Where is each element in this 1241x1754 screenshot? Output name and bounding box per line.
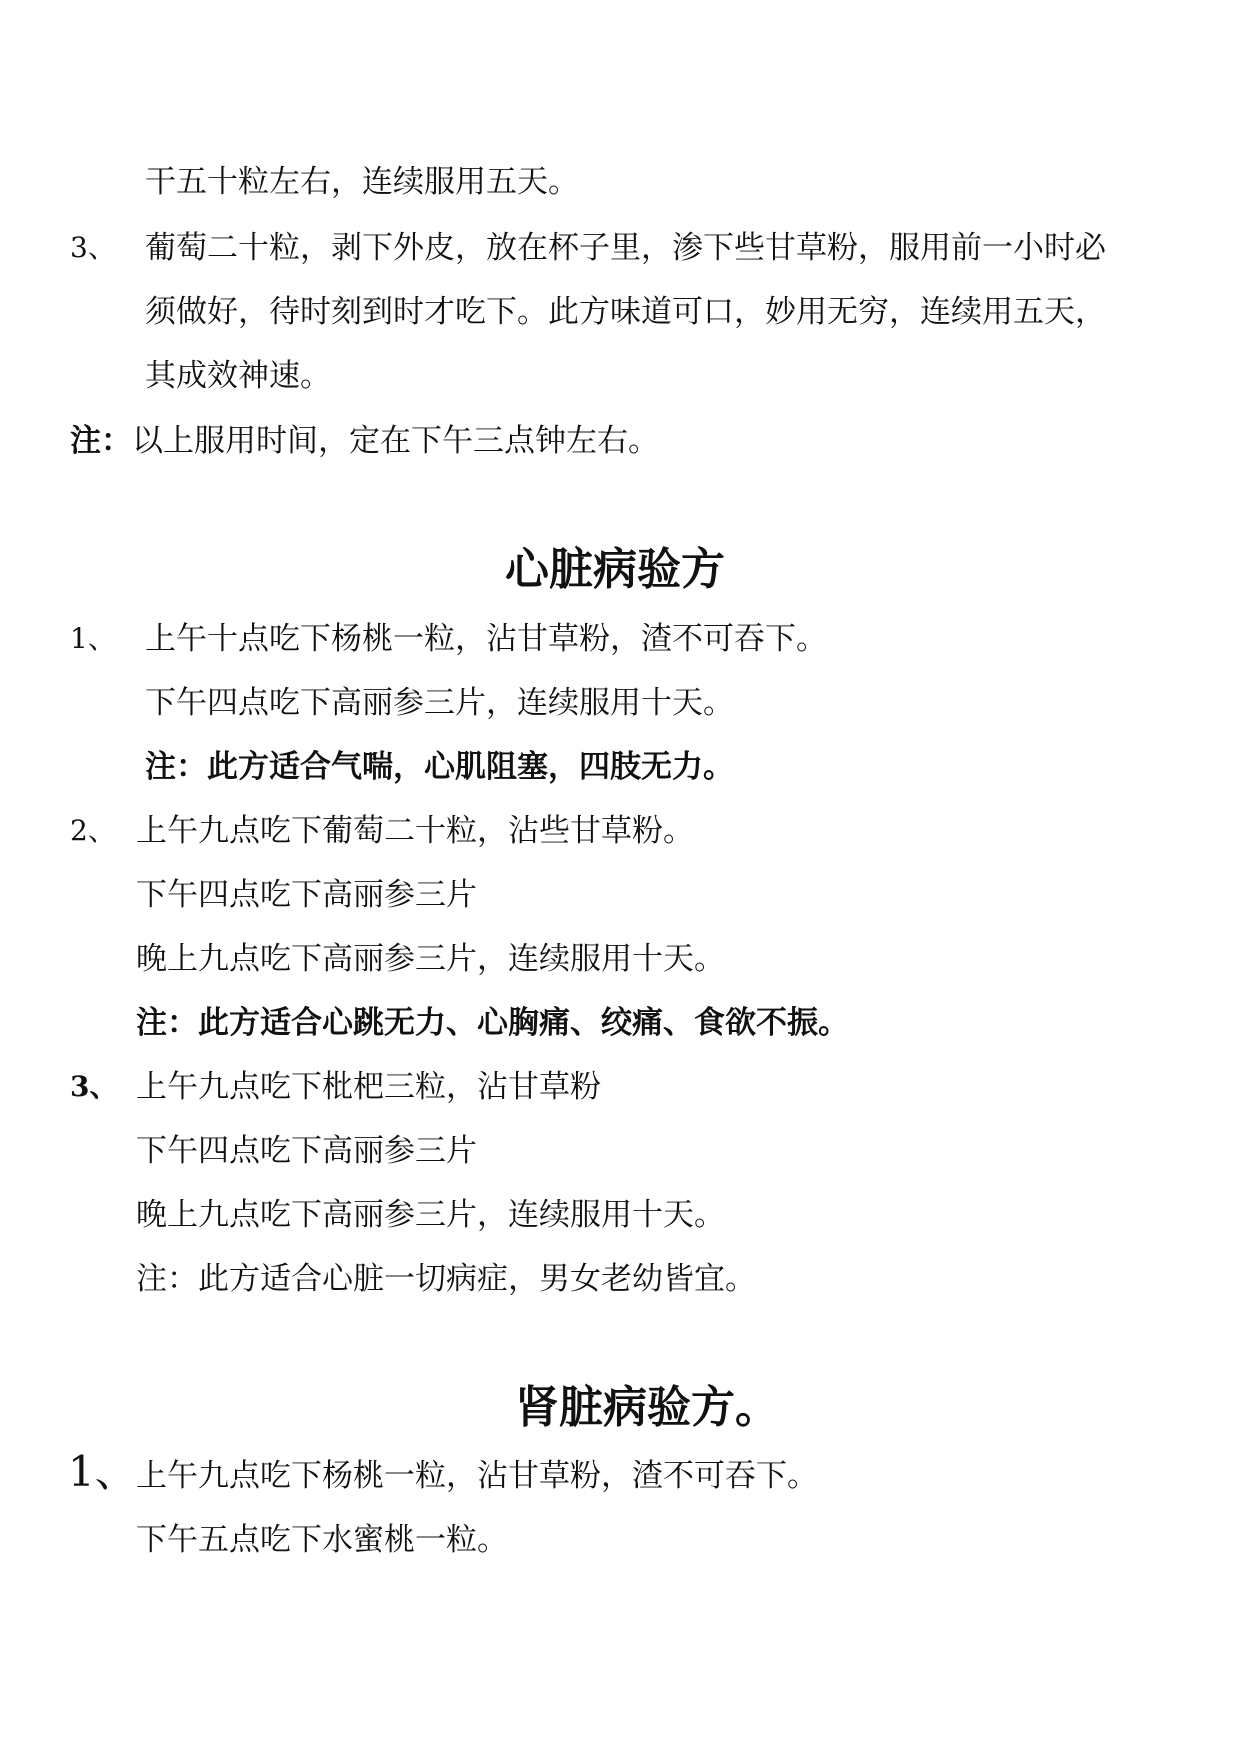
item-text-line: 下午五点吃下水蜜桃一粒。 (136, 1522, 508, 1558)
section-title: 心脏病验方 (505, 544, 725, 595)
item-text-line: 上午九点吃下葡萄二十粒，沾些甘草粉。 (136, 813, 694, 849)
item-text-line: 其成效神速。 (145, 358, 331, 394)
section-title: 肾脏病验方。 (515, 1382, 779, 1433)
item-text-line: 晚上九点吃下高丽参三片，连续服用十天。 (136, 1197, 725, 1233)
item-note: 注：此方适合心跳无力、心胸痛、绞痛、食欲不振。 (136, 1005, 849, 1041)
item-number: 1、 (68, 1447, 137, 1496)
item-text-line: 上午十点吃下杨桃一粒，沾甘草粉，渣不可吞下。 (145, 621, 827, 657)
item-text-line: 须做好，待时刻到时才吃下。此方味道可口，妙用无穷，连续用五天， (145, 294, 1106, 330)
item-text-line: 葡萄二十粒，剥下外皮，放在杯子里，渗下些甘草粉，服用前一小时必 (145, 230, 1106, 266)
item-number: 2、 (70, 814, 116, 847)
item-number: 3、 (70, 1070, 118, 1103)
note-label: 注： (70, 423, 132, 459)
item-note: 注：此方适合心脏一切病症，男女老幼皆宜。 (136, 1261, 756, 1297)
note-line (70, 421, 659, 461)
item-text-line: 上午九点吃下枇杷三粒，沾甘草粉 (136, 1069, 601, 1105)
item-number: 3、 (70, 231, 116, 264)
item-text-line: 下午四点吃下高丽参三片 (136, 877, 477, 913)
continuation-line: 干五十粒左右，连续服用五天。 (145, 164, 579, 200)
note-text: 以上服用时间，定在下午三点钟左右。 (132, 423, 659, 459)
item-note: 注：此方适合气喘，心肌阻塞，四肢无力。 (145, 749, 734, 785)
item-text-line: 下午四点吃下高丽参三片，连续服用十天。 (145, 685, 734, 721)
item-text-line: 晚上九点吃下高丽参三片，连续服用十天。 (136, 941, 725, 977)
item-text-line: 下午四点吃下高丽参三片 (136, 1133, 477, 1169)
item-text-line: 上午九点吃下杨桃一粒，沾甘草粉，渣不可吞下。 (136, 1458, 818, 1494)
item-number: 1、 (70, 622, 116, 655)
